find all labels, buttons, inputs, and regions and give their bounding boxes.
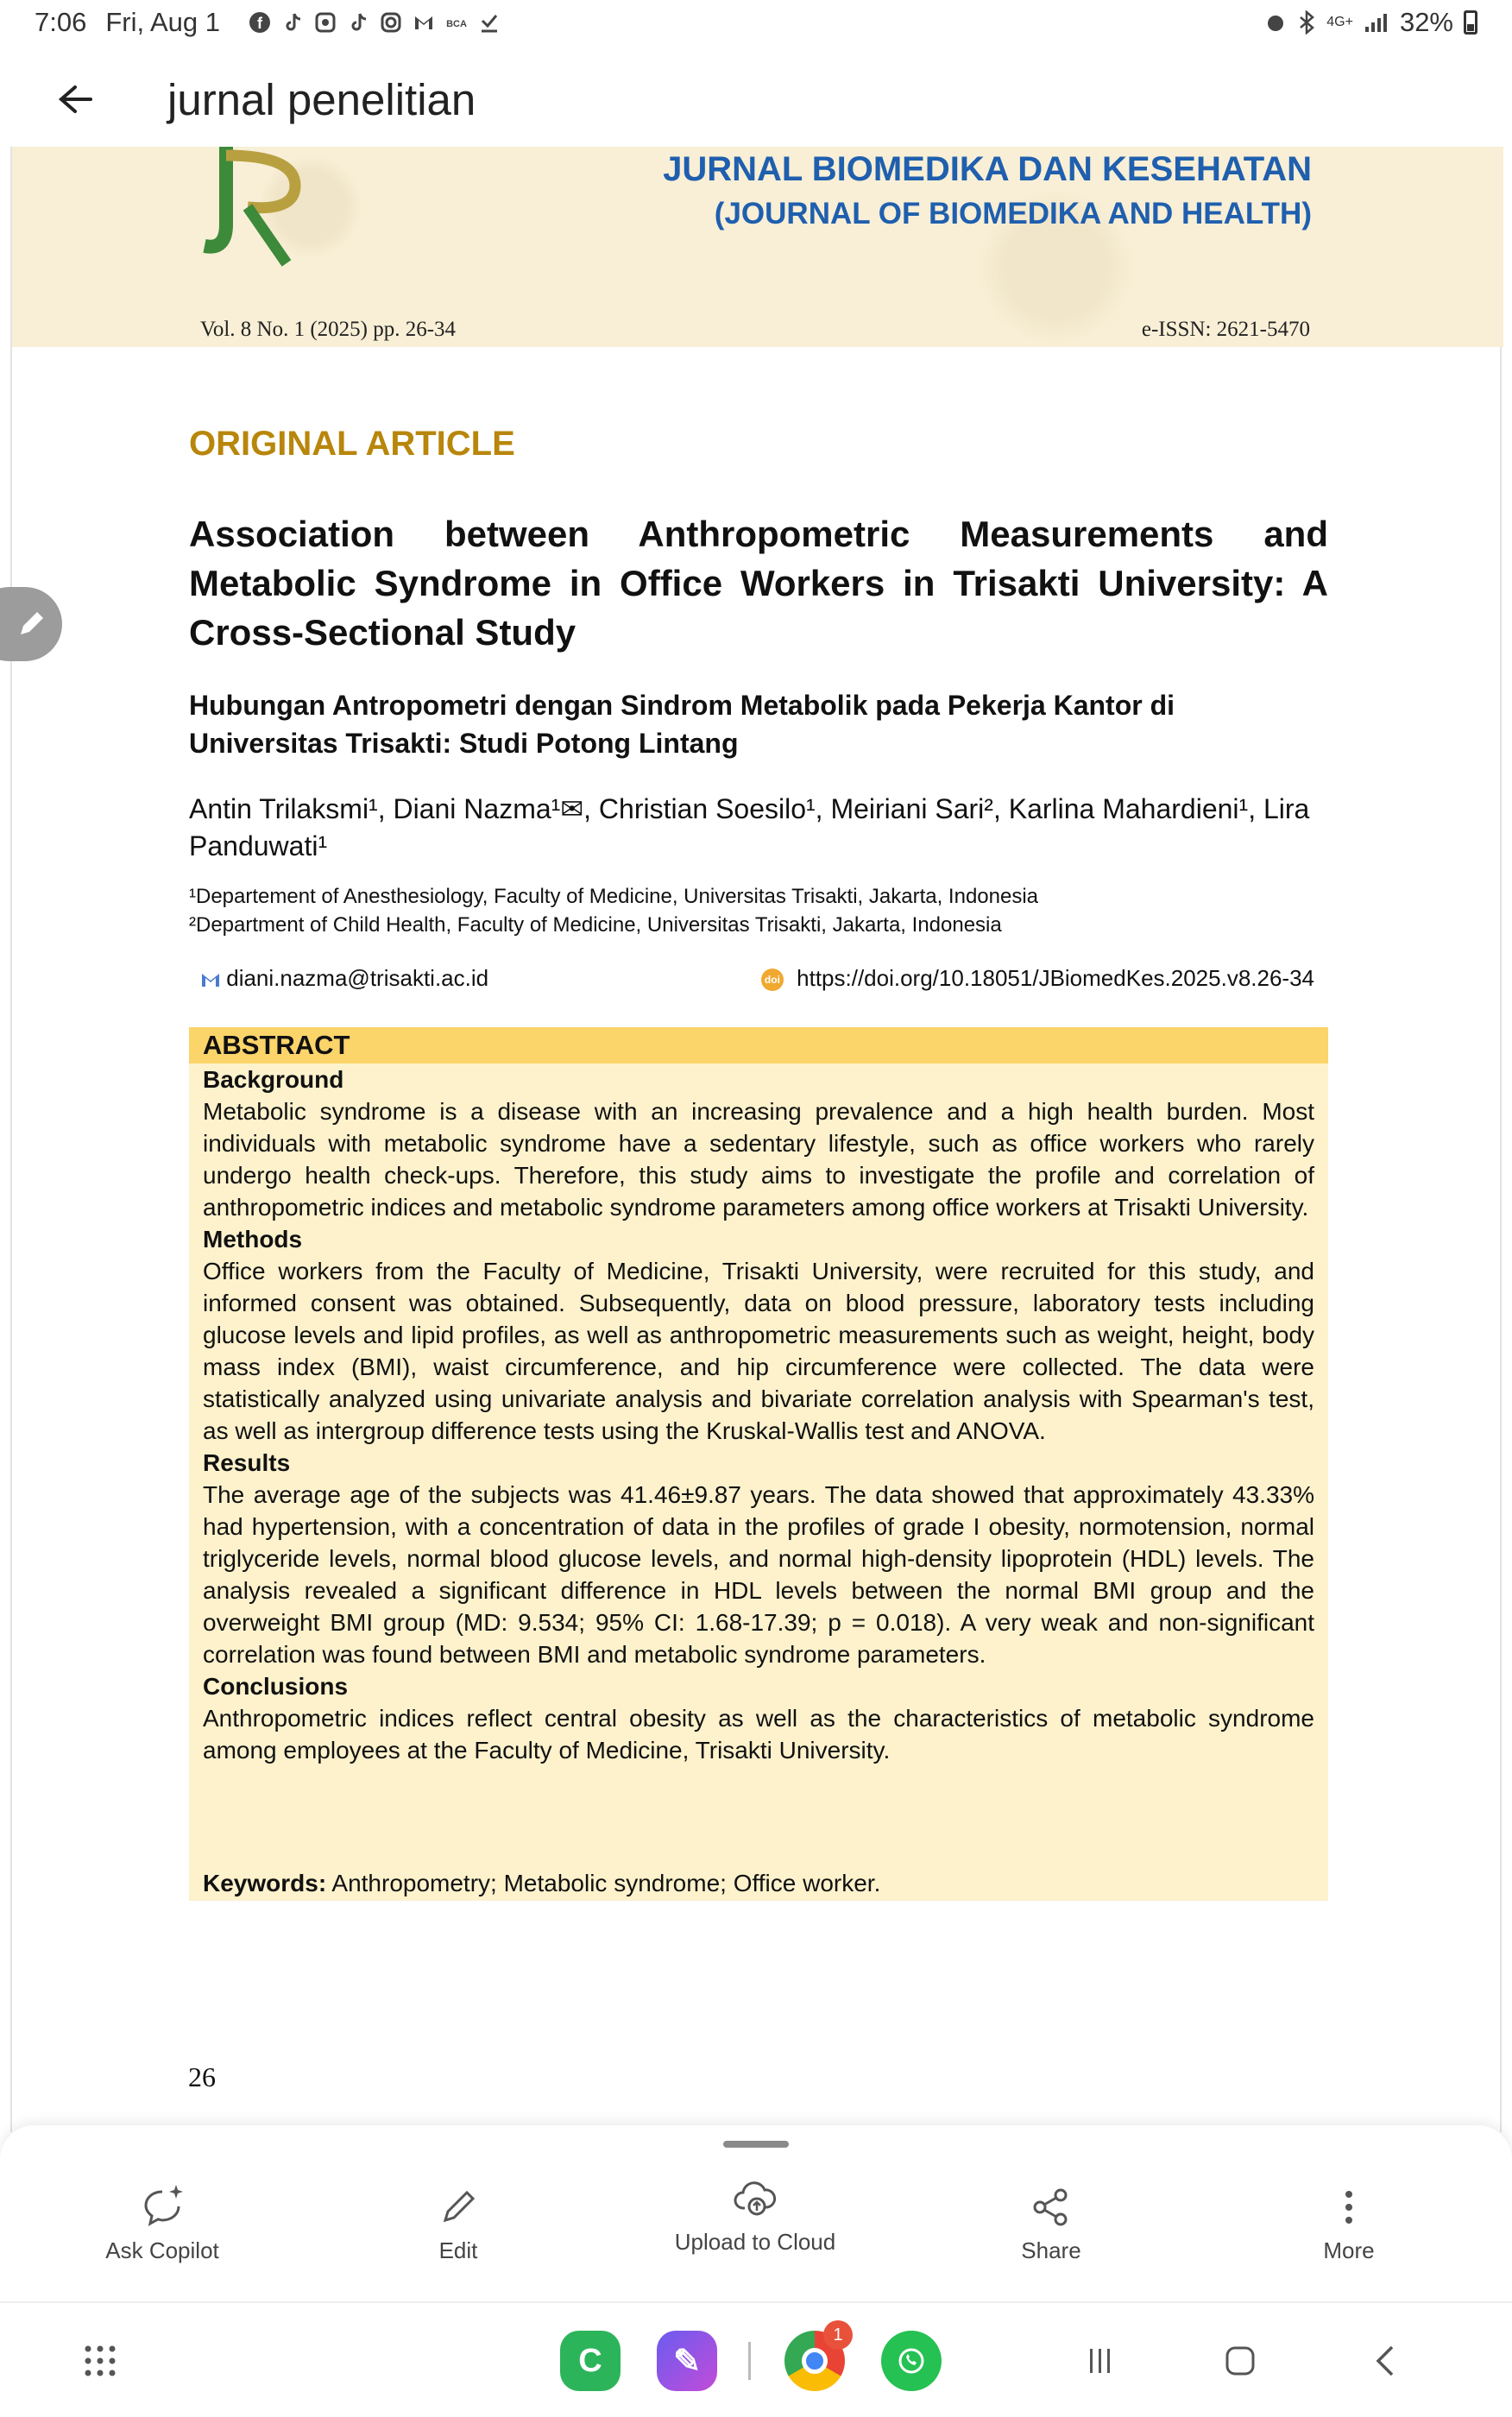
email-text: diani.nazma@trisakti.ac.id [226,965,489,991]
edit-button[interactable] [363,2177,553,2264]
system-navigation-bar [0,2301,1512,2417]
status-date: Fri, Aug 1 [105,7,221,37]
battery-percent: 32% [1399,7,1453,37]
results-heading: Results [203,1449,291,1476]
methods-heading: Methods [203,1226,303,1253]
keywords-text: Anthropometry; Metabolic syndrome; Office worker. [326,1870,881,1896]
gmail-icon [412,10,436,35]
phone-app-icon: C [560,2331,621,2391]
share-icon [1031,2187,1071,2227]
volume-info: Vol. 8 No. 1 (2025) pp. 26-34 [200,318,457,341]
home-button[interactable] [1219,2303,1262,2417]
signal-strength-icon [1364,11,1389,34]
app-header [0,52,1512,147]
background-text: Metabolic syndrome is a disease with an increasing prevalence and a high health burden. Most individuals with metabolic syndrome have a sedentary lifestyle, such as office workers who rarely undergo health check-ups. Therefore, this study aims to investigate the profile and correlation of anthropometric indices and metabolic syndrome parameters among office workers at Trisakti University. [203,1098,1314,1221]
recent-apps-button[interactable] [1079,2303,1122,2417]
notes-app-button[interactable] [656,2303,718,2417]
share-label: Share [1021,2237,1081,2263]
signal-type: 4G+ [1326,15,1353,29]
journal-logo [200,147,312,268]
methods-text: Office workers from the Faculty of Medicine, Trisakti University, were recruited for this study, and informed consent was obtained. Subsequently, data on blood pressure, laboratory tests including glucose levels and lipid profiles, as well as anthropometric measurements such as weight, height, body mass index (BMI), waist circumference, and hip circumference were collected. The data were statistically analyzed using univariate analysis and bivariate correlation analysis with Spearman's test, as well as intergroup difference tests using the Kruskal-Wallis test and ANOVA. [203,1258,1314,1444]
keywords-label: Keywords: [203,1870,327,1896]
article-title: Association between Anthropometric Measurements and Metabolic Syndrome in Office Workers in Trisakti University: A Cross-Sectional Study [189,514,1328,653]
affiliations [189,882,1328,939]
svg-text:f: f [257,15,263,32]
journal-title [663,147,1312,237]
tiktok-icon [280,10,305,35]
chrome-app-button[interactable] [784,2303,846,2417]
instagram-icon [379,10,403,35]
page-number: 26 [188,2061,216,2092]
edit-label: Edit [438,2237,478,2263]
document-title: jurnal penelitian [167,74,476,124]
ask-copilot-button[interactable] [67,2177,257,2264]
battery-icon [1464,10,1477,35]
status-bar [0,0,1512,45]
cloud-upload-icon [733,2179,778,2218]
bluetooth-icon [1297,10,1316,35]
download-done-icon [477,10,501,35]
upload-to-cloud-button[interactable] [660,2168,850,2256]
affiliation-2: ²Department of Child Health, Faculty of Medicine, Universitas Trisakti, Jakarta, Indonesia [189,913,1002,937]
home-icon [1225,2345,1256,2376]
conclusions-text: Anthropometric indices reflect central obesity as well as the characteristics of metabolic syndrome among employees at the Faculty of Medicine, Trisakti University. [203,1705,1314,1764]
more-label: More [1323,2237,1375,2263]
abstract-body [189,1063,1328,1766]
ask-copilot-label: Ask Copilot [105,2237,219,2263]
journal-banner [12,147,1503,347]
journal-name-line2: (JOURNAL OF BIOMEDIKA AND HEALTH) [714,197,1312,230]
dock-divider [747,2303,751,2417]
doi-icon: doi [761,969,784,991]
app-drawer-button[interactable] [78,2303,123,2417]
pencil-icon [14,607,48,641]
status-time: 7:06 [35,7,87,37]
background-heading: Background [203,1066,344,1093]
tiktok-icon-2 [346,10,370,35]
phone-app-button[interactable] [559,2303,621,2417]
conclusions-heading: Conclusions [203,1673,349,1700]
grid-icon [83,2344,117,2378]
pencil-icon [437,2186,480,2229]
document-page[interactable] [10,147,1502,2132]
results-text: The average age of the subjects was 41.46±9.87 years. The data showed that approximately 43.33% had hypertension, with a concentration of data in the profiles of grade I obesity, normotension, normal triglyceride levels, normal blood glucose levels, and normal high-density lipoprotein (HDL) levels. The analysis revealed a significant difference in HDL levels between the normal BMI group and the overweight BMI group (MD: 9.534; 95% CI: 1.68-17.39; p = 0.018). A very weak and non-significant correlation was found between BMI and metabolic syndrome parameters. [203,1481,1314,1668]
app-notification-icon [313,10,337,35]
doi-text: https://doi.org/10.18051/JBiomedKes.2025.v8.26-34 [797,965,1314,991]
article-authors: Antin Trilaksmi¹, Diani Nazma¹✉, Christian Soesilo¹, Meiriani Sari², Karlina Mahardieni¹, Lira Panduwati¹ [189,793,1310,861]
pen-app-icon: ✎ [657,2331,717,2391]
keywords [203,1866,880,1901]
notification-icons [248,10,501,35]
abstract-box [189,1027,1328,1901]
journal-name-line1: JURNAL BIOMEDIKA DAN KESEHATAN [663,150,1312,188]
drag-handle[interactable] [723,2141,789,2148]
abstract-heading: ABSTRACT [189,1027,1328,1063]
more-button[interactable] [1254,2177,1444,2264]
back-chevron-icon [1373,2344,1397,2378]
facebook-icon [248,10,272,35]
whatsapp-app-button[interactable] [880,2303,942,2417]
copilot-icon [136,2181,188,2233]
bca-icon [444,10,469,35]
doi-link[interactable] [761,965,1314,992]
back-button[interactable] [1364,2303,1407,2417]
share-button[interactable] [956,2177,1146,2264]
recents-icon [1085,2345,1116,2376]
mail-icon [201,972,220,988]
back-arrow-icon[interactable] [45,82,105,117]
more-vertical-icon [1340,2187,1358,2227]
issn-info: e-ISSN: 2621-5470 [1141,318,1310,341]
affiliation-1: ¹Departement of Anesthesiology, Faculty of Medicine, Universitas Trisakti, Jakarta, Indonesia [189,885,1039,908]
svg-text:BCA: BCA [446,19,467,29]
article-type: ORIGINAL ARTICLE [189,425,515,463]
bottom-toolbar [0,2125,1512,2301]
status-left [35,7,501,38]
status-right [1264,7,1477,38]
upload-to-cloud-label: Upload to Cloud [674,2229,836,2255]
article-subtitle: Hubungan Antropometri dengan Sindrom Metabolik pada Pekerja Kantor di Universitas Trisakti: Studi Potong Lintang [189,690,1175,759]
alarm-icon [1264,11,1287,34]
corresponding-email[interactable] [201,965,488,992]
notification-badge: 1 [823,2320,853,2350]
whatsapp-icon [881,2331,942,2391]
